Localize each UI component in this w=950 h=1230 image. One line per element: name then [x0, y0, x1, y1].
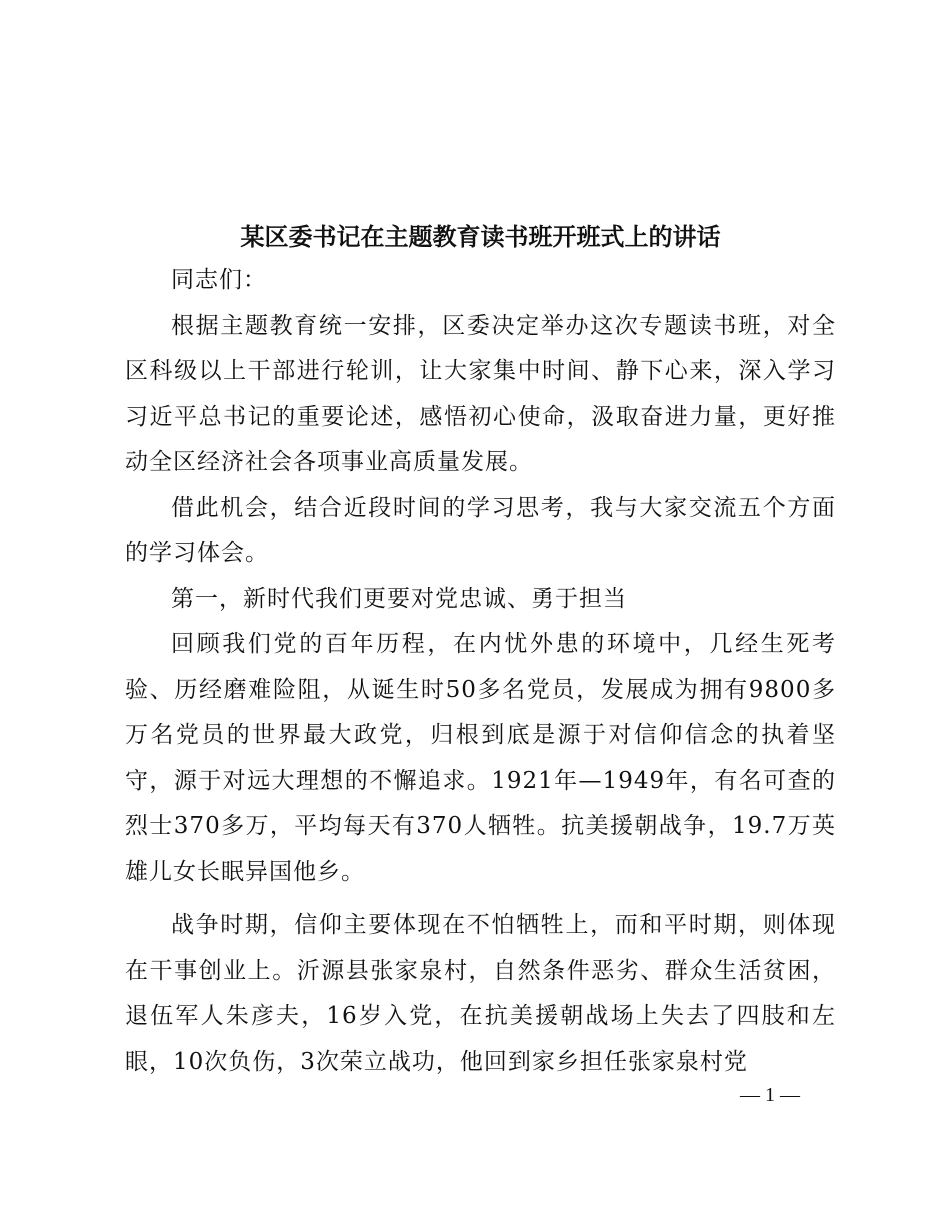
document-title: 某区委书记在主题教育读书班开班式上的讲话 — [240, 222, 721, 251]
salutation-paragraph: 同志们： — [171, 267, 267, 293]
purpose-paragraph: 借此机会，结合近段时间的学习思考，我与大家交流五个方面的学习体会。 — [125, 494, 836, 566]
page-number: — 1 — — [740, 1084, 800, 1106]
document-body — [125, 258, 836, 1085]
intro-paragraph: 根据主题教育统一安排，区委决定举办这次专题读书班，对全区科级以上干部进行轮训，让大家集中时间、静下心来，深入学习习近平总书记的重要论述，感悟初心使命，汲取奋进力量，更好推动全区经济社会各项事业高质量发展。 — [125, 312, 836, 475]
history-paragraph: 回顾我们党的百年历程，在内忧外患的环境中，几经生死考验、历经磨难险阻，从诞生时50多名党员，发展成为拥有9800多万名党员的世界最大政党，归根到底是源于对信仰信念的执着坚守，源于对远大理想的不懈追求。1921年—1949年，有名可查的烈士370多万，平均每天有370人牺牲。抗美援朝战争，19.7万英雄儿女长眠异国他乡。 — [125, 631, 836, 885]
section-heading-one: 第一，新时代我们更要对党忠诚、勇于担当 — [171, 585, 627, 612]
example-paragraph: 战争时期，信仰主要体现在不怕牺牲上，而和平时期，则体现在干事创业上。沂源县张家泉村，自然条件恶劣、群众生活贫困，退伍军人朱彦夫，16岁入党，在抗美援朝战场上失去了四肢和左眼，10次负伤，3次荣立战功，他回到家乡担任张家泉村党 — [125, 912, 836, 1075]
